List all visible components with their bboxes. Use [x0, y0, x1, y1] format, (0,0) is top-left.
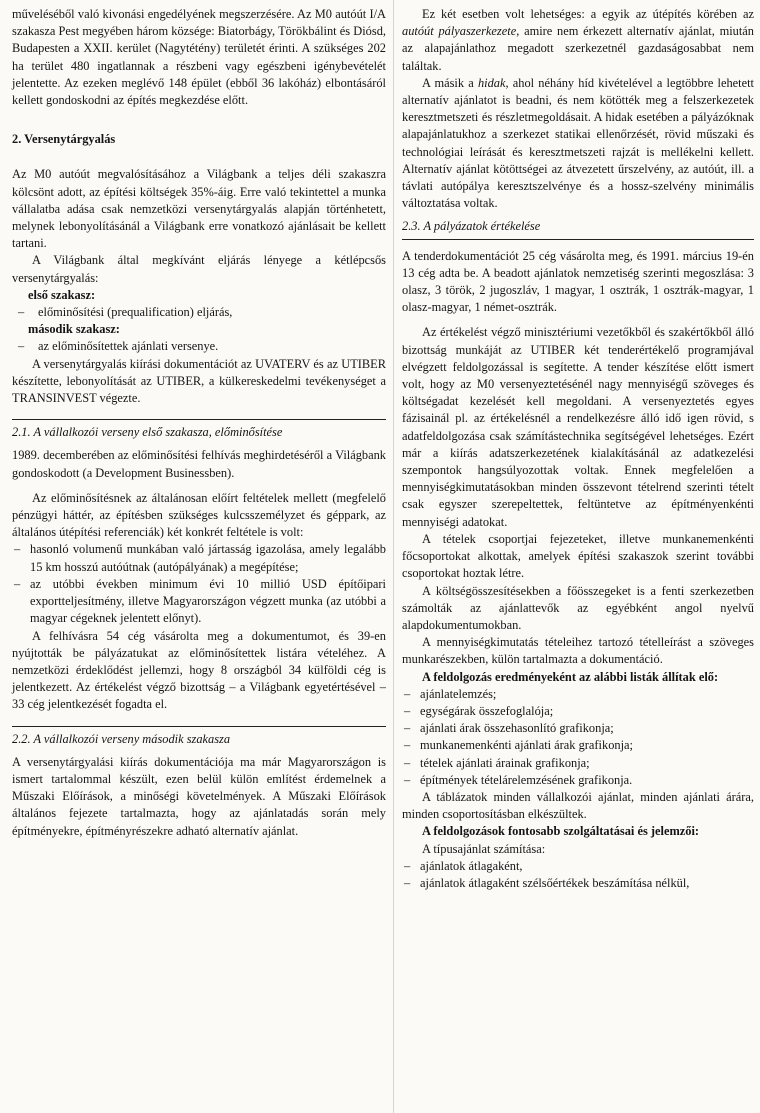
paragraph: A típusajánlat számítása: [422, 841, 546, 856]
paragraph: Az M0 autóút megvalósításához a Világbank a teljes déli szakaszra kölcsönt adott, az építési költségek 35%-áig. Erre való tekintettel a munka vállalatba adása csak nemzetközi versenytárgyalás alapján történhetett, melynek lebonyolításánál a Világbank erre vonatkozó ajánlásait be kellett tartani. [12, 167, 386, 251]
condition-list [12, 541, 386, 627]
paragraph: A mennyiségkimutatás tételeihez tartozó tételleírást a szöveges munkarészekben, külön tartalmazta a dokumentáció. [402, 635, 754, 667]
stage-label: második szakasz: [28, 322, 120, 337]
list-item: – az előminősítettek ajánlati versenye. [12, 338, 386, 355]
left-column [12, 6, 386, 840]
list-item: – ajánlatok átlagaként, [402, 858, 754, 875]
paragraph: Az előminősítésnek az általánosan előírt feltételek mellett (megfelelő pénzügyi háttér, az építésben szükséges kulcsszemélyzet és géppark, az általános útépítési referenciák) két konkrét feltétele is volt: [12, 490, 386, 540]
paragraph: műveléséből való kivonási engedélyének megszerzésére. Az M0 autóút I/A szakasza Pest megyében három községe: Biatorbágy, Törökbálint és Diósd, Budapesten a XXII. kerület (Nagytétény) területét érinti. A szükséges 202 ha terület 480 ingatlannak a részbeni vagy egészbeni igénybevételét jelentette. Az ezeken meglévő 148 épület (ebből 36 lakóház) elbontásáról kellett gondoskodni az építés megkezdése előtt. [12, 7, 386, 108]
list-item: – tételek ajánlati árainak grafikonja; [402, 755, 754, 772]
paragraph: A versenytárgyalás kiírási dokumentációt az UVATERV és az UTIBER készítette, lebonyolítását az UTIBER, a külkereskedelmi tevékenységet a TRANSINVEST végezte. [12, 356, 386, 406]
subsection-heading: 2.2. A vállalkozói verseny második szakasza [12, 726, 386, 748]
type-offer-list [402, 858, 754, 892]
list-item: – az utóbbi években minimum évi 10 millió USD építőipari exportteljesítmény, illetve Magyarországon végzett munka (az utóbbi a magyar cégeknek jelentett előnyt). [12, 576, 386, 628]
paragraph: A Világbank által megkívánt eljárás lényege a kétlépcsős versenytárgyalás: [12, 253, 386, 285]
paragraph: A költségösszesítésekben a főösszegeket is a fenti szerkezetben számolták az ajánlattevők az egyébként angol nyelvű alapdokumentumokban. [402, 583, 754, 632]
paragraph [402, 6, 754, 75]
paragraph: A táblázatok minden vállalkozói ajánlat, minden ajánlati árára, minden csoportosításban elkészültek. [402, 789, 754, 822]
column-divider [393, 0, 394, 1113]
paragraph: A felhívásra 54 cég vásárolta meg a dokumentumot, és 39-en nyújtották be pályázatukat az előminősítettek listára vételéhez. A nemzetközi érdeklődést jellemzi, hogy 8 országból 34 külföldi cég is jelentkezett. Az értékelést végző bizottság – a Világbank egyetértésével – 33 cég jelentkezését fogadta el. [12, 628, 386, 712]
output-list [402, 686, 754, 789]
text-run: , amire nem érkezett alternatív ajánlat, miután az alapajánlathoz megadott szerkezetnél gazdaságosabbat nem találtak. [402, 24, 754, 73]
subsection-heading: 2.1. A vállalkozói verseny első szakasza, előminősítése [12, 419, 386, 441]
text-run-italic: hidak [477, 75, 506, 90]
paragraph: Az értékelést végző minisztériumi vezetőkből és szakértőkből álló bizottság munkáját az UTIBER két tenderértékelő programjával elvégzett feldolgozással is segítette. A tender készítése előtt ismert volt, hogy az M0 versenyeztetésénél nagy mennyiségű szöveges és költségadat kezelését kell megoldani. A versenyeztetés egyes fázisainál pl. az értékelésnél a rendelkezésre álló idő igen rövid, s adatfeldolgozása csak számítástechnika segítségével lehetséges. Ezért már a kiírás adatszerkezetének kialakításánál az adatkezelési szempontok hangsúlyozottak voltak. Ennek megfelelően a mennyiségkimutatásokban minden összevont tételrend szerinti tételt csak egyszer szerepeltettek, feltüntetve az építményenkénti mennyiségi adatokat. [402, 325, 754, 529]
paragraph: A tételek csoportjai fejezeteket, illetve munkanemenkénti főcsoportokat alkottak, amelyek építési szakaszok szerint további csoportokat hoztak létre. [402, 531, 754, 581]
paragraph-bold: A feldolgozások fontosabb szolgáltatásai és jelemzői: [422, 824, 700, 839]
stage-label: első szakasz: [28, 287, 96, 302]
text-run: Ez két esetben volt lehetséges: a egyik az útépítés körében az [422, 7, 754, 21]
section-heading: 2. Versenytárgyalás [12, 132, 116, 147]
text-run: , ahol néhány híd kivételével a legtöbbre lehetett alternatív ajánlatot is beadni, és nem kötötték meg a felszerkezetek keresztmetszeti és részletmegoldásait. A hidak esetében a pályázóknak alapajánlatukhoz a szerkezet statikai ellenőrzését, rövid műszaki és technológiai leírását és keresztmetszeti rajzát is mellékelni kellett. Alternatív ajánlat kötöttségei az átvezetett űrszelvény, az autóút, ill. a távlati autópálya keresztszelvénye és a hossz-szelvény minimális változtatása voltak. [402, 75, 754, 211]
text-run: A másik a [422, 75, 478, 90]
list-item: – hasonló volumenű munkában való jártasság igazolása, amely legalább 15 km hosszú autóútnak (autópályának) a megépítése; [12, 541, 386, 575]
list-item: – egységárak összefoglalója; [402, 703, 754, 720]
subsection-heading: 2.3. A pályázatok értékelése [402, 218, 754, 239]
list-item: – ajánlatok átlagaként szélsőértékek beszámítása nélkül, [402, 875, 754, 892]
paragraph: A tenderdokumentációt 25 cég vásárolta meg, és 1991. március 19-én 13 cég adta be. A beadott ajánlatok nemzetiség szerinti megoszlása: 3 olasz, 3 török, 2 jugoszláv, 1 magyar, 1 osztrák, 1 osztrák-magyar, 1 olasz-magyar, 1 német-osztrák. [402, 248, 754, 315]
right-column [402, 6, 754, 892]
stage-list [12, 304, 386, 321]
list-item: – építmények tételárelemzésének grafikonja. [402, 772, 754, 789]
paragraph: A versenytárgyalási kiírás dokumentációja ma már Magyarországon is ismert tartalommal készült, ezen belül külön említést érdemelnek a Műszaki Előírások, a minőségi követelmények. A Műszaki Előírások általános fejezete tartalmazta, hogy az ajánlatadás során mely építményekre, építményrészekre adható alternatív ajánlat. [12, 754, 386, 838]
list-item: – ajánlati árak összehasonlító grafikonja; [402, 720, 754, 737]
stage-list [12, 338, 386, 355]
paragraph-bold: A feldolgozás eredményeként az alábbi listák állítak elő: [422, 669, 719, 684]
list-item: – ajánlatelemzés; [402, 686, 754, 703]
list-item: – előminősítési (prequalification) eljárás, [12, 304, 386, 321]
list-item: – munkanemenkénti ajánlati árak grafikonja; [402, 737, 754, 754]
paragraph [402, 75, 754, 213]
text-run-italic: autóút pályaszerkezete [402, 24, 517, 39]
paragraph: 1989. decemberében az előminősítési felhívás meghirdetéséről a Világbank gondoskodott (a Development Businessben). [12, 448, 386, 480]
